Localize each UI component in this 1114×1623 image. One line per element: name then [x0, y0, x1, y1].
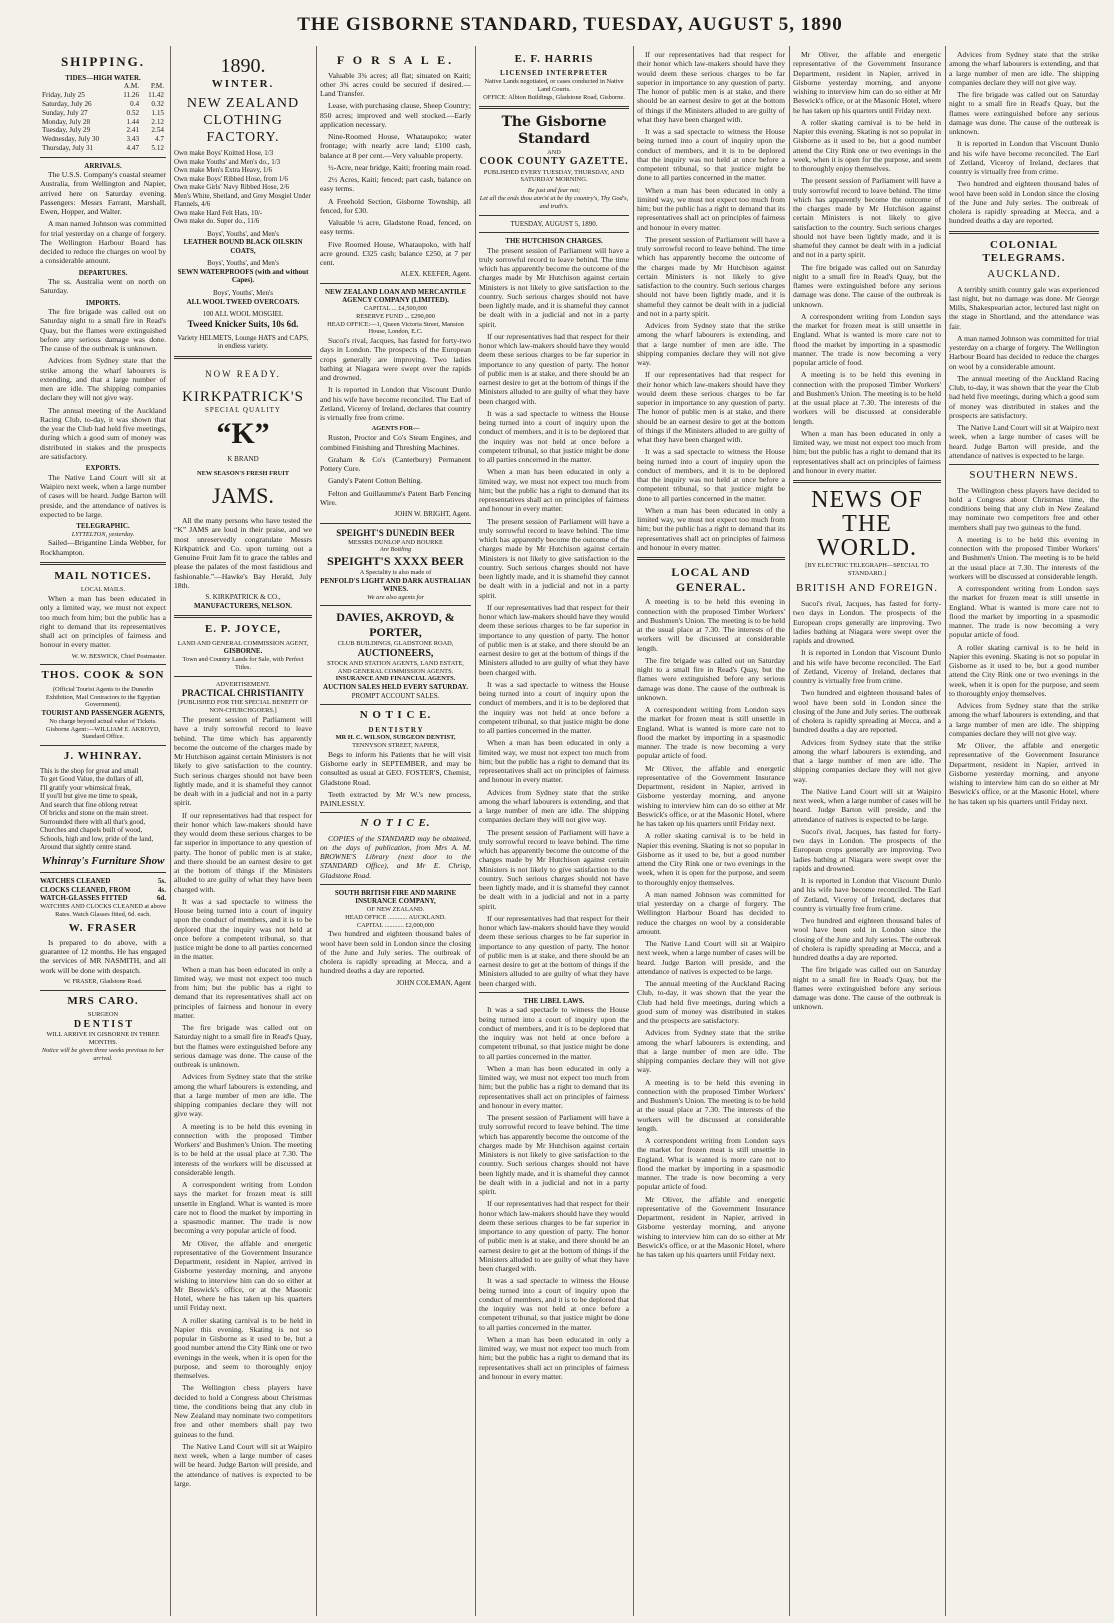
imports-title: IMPORTS.: [85, 298, 121, 307]
watch-label: WATCHES CLEANED: [40, 877, 111, 886]
column-shipping: [40, 50, 166, 1615]
tides-row: [40, 100, 166, 109]
ready-title: NOW READY.: [205, 368, 281, 379]
filler-paragraph: Sucoi's rival, Jacques, has fasted for forty-two days in London. The prospects of the European crops generally are improving. Two ladies bathing at Niagara were swept over the rapids and drowned.: [793, 599, 941, 646]
filler-paragraph: When a man has been educated in only a limited way, we must not expect too much from him; but the public has a right to demand that its representatives shall act on principles of fairness and honour in every matter.: [479, 738, 629, 785]
practical-adv: ADVERTISEMENT.: [215, 680, 271, 688]
filler-paragraph: Two hundred and eighteen thousand bales of wool have been sold in London since the closing of the June and July series. The outbreak of cholera is rapidly spreading at Mecca, and a hundred deaths a day are reported.: [793, 688, 941, 735]
caro-line: WILL ARRIVE IN GISBORNE IN THREE MONTHS.: [46, 1031, 160, 1046]
tides-title: TIDES—HIGH WATER.: [65, 73, 141, 82]
filler-paragraph: A meeting is to be held this evening in connection with the proposed Timber Workers' and Bushmen's Union. The meeting is to be held at the usual place at 7.30. The interests of the workers will be discussed at considerable length.: [637, 597, 785, 653]
practical-title: PRACTICAL CHRISTIANITY: [181, 688, 305, 699]
poem-line: Around that sightly centre stand.: [40, 843, 132, 852]
filler-paragraph: A correspondent writing from London says the market for frozen meat is still unsettle in England. What is wanted is more care not to flood the market by importing in a spasmodic manner. The trade is now becoming a very popular article of food.: [949, 584, 1099, 640]
joyce-title: E. P. JOYCE,: [204, 623, 282, 636]
factory-item: Tweed Knicker Suits, 10s 6d.: [187, 318, 299, 329]
watch-price: 4s.: [158, 885, 166, 894]
factory-item: 100 ALL WOOL MOSGIEL: [202, 310, 284, 319]
tides-am: 3.43: [126, 135, 140, 144]
davies-auct: AUCTIONEERS,: [357, 647, 434, 659]
filler-paragraph: Sucoi's rival, Jacques, has fasted for forty-two days in London. The prospects of the European crops generally are improving. Two ladies bathing at Niagara were swept over the rapids and drowned.: [793, 826, 941, 873]
filler-paragraph: When a man has been educated in only a limited way, we must not expect too much from him; but the public has a right to demand that its representatives shall act on principles of fairness and honour in every matter.: [174, 964, 312, 1020]
forsale-item: Nine-Roomed House, Whataupoko; water frontage; with nearly acre land; £100 cash, balance at 8 per cent.—Very valuable property.: [320, 132, 471, 160]
filler-paragraph: Advices from Sydney state that the strike among the wharf labourers is extending, and that a large number of men are idle. The shipping companies declare they will not give way.: [637, 1028, 785, 1075]
filler-paragraph: Advices from Sydney state that the strike among the wharf labourers is extending, and that a large number of men are idle. The shipping companies declare they will not give way.: [949, 50, 1099, 87]
tides-row: [40, 144, 166, 153]
speight-note: A Speciality is also made of: [359, 568, 432, 576]
tides-am: 11.26: [123, 91, 140, 100]
filler-paragraph: It is reported in London that Viscount Dunlo and his wife have become reconciled. The Earl of Zetland, Viceroy of Ireland, declares that country is virtually free from crime.: [949, 139, 1099, 176]
agents-item: Gandy's Patent Cotton Belting.: [328, 476, 423, 486]
sb-title: SOUTH BRITISH FIRE AND MARINE INSURANCE COMPANY,: [334, 888, 457, 906]
filler-paragraph: The Native Land Court will sit at Waipiro next week, when a large number of cases will be heard. Judge Barton will preside, and the attendance of natives is expected to be large.: [637, 939, 785, 976]
forsale-item: Lease, with purchasing clause, Sheep Country; 850 acres; improved and well stocked.—Early application necessary.: [320, 101, 471, 129]
factory-title: NEW ZEALAND CLOTHING FACTORY.: [186, 95, 300, 145]
poem-line: This is the shop for great and small: [40, 766, 139, 775]
filler-paragraph: A meeting is to be held this evening in connection with the proposed Timber Workers' and Bushmen's Union. The meeting is to be held at the usual place at 7.30. The interests of the workers will be discussed at considerable length.: [174, 1121, 312, 1177]
filler-paragraph: It was a sad spectacle to witness the House being turned into a court of inquiry upon the conduct of members, and it is to be deplored that the inquiry was not held at once before a competent tribunal, so that justice might be done to all parties concerned in the matter.: [479, 408, 629, 465]
filler-paragraph: The Native Land Court will sit at Waipiro next week, when a large number of cases will be heard. Judge Barton will preside, and the attendance of natives is expected to be large.: [793, 786, 941, 824]
watches-note: WATCHES AND CLOCKS CLEANED at above Rates. Watch Glasses fitted, 6d. each.: [40, 902, 166, 918]
auckland-title: AUCKLAND.: [987, 268, 1061, 281]
sb-sign: JOHN COLEMAN, Agent: [396, 978, 471, 987]
harris-title: E. F. HARRIS: [514, 53, 594, 65]
tides-row: [40, 126, 166, 135]
year-title: 1890.: [220, 55, 266, 77]
tides-day: Thursday, July 31: [42, 143, 94, 152]
filler-paragraph: It is reported in London that Viscount Dunlo and his wife have become reconciled. The Earl of Zetland, Viceroy of Ireland, declares that country is virtually free from crime.: [793, 648, 941, 686]
tides-day: Tuesday, July 29: [42, 126, 91, 135]
factory-item: Boys', Youths', Men's: [213, 289, 273, 297]
agents-item: Ruston, Proctor and Co's Steam Engines, and combined Finishing and Threshing Machines.: [320, 433, 471, 452]
factory-item: Own make Hard Felt Hats, 10/-: [174, 208, 263, 217]
filler-paragraph: A roller skating carnival is to be held in Napier this evening. Skating is not so popular in Gisborne as it used to be, but a good number attend the City Rink one or two evenings in the week, when it is open for the purpose, and seem to thoroughly enjoy themselves.: [174, 1315, 312, 1381]
mail-title: MAIL NOTICES.: [54, 569, 152, 582]
tides-row: [40, 91, 166, 100]
forsale-title: F O R S A L E.: [336, 53, 455, 67]
filler-paragraph: A meeting is to be held this evening in connection with the proposed Timber Workers' and Bushmen's Union. The meeting is to be held at the usual place at 7.30. The interests of the workers will be discussed at considerable length.: [949, 534, 1099, 581]
tides-day: Saturday, July 26: [42, 99, 92, 108]
paper-title: The Gisborne Standard: [501, 114, 607, 148]
factory-item: Boys', Youths', and Men's: [207, 259, 279, 268]
factory-item: Own make Girls' Navy Ribbed Hose, 2/6: [174, 183, 289, 192]
filler-paragraph: The fire brigade was called out on Saturday night to a small fire in Read's Quay, but the flames were extinguished before any serious damage was done. The cause of the outbreak is unknown.: [949, 90, 1099, 136]
telegraphic-body: Sailed—Brigantine Linda Webber, for Rockhampton.: [40, 538, 166, 557]
davies-ins: INSURANCE AND FINANCIAL AGENTS.: [335, 675, 456, 683]
tides-pm: 2.54: [151, 126, 164, 135]
filler-paragraph: The Native Land Court will sit at Waipiro next week, when a large number of cases will be heard. Judge Barton will preside, and the attendance of natives is expected to be large.: [40, 472, 166, 519]
colonial-title: COLONIAL TELEGRAMS.: [982, 238, 1066, 264]
fraser-sign: W. FRASER, Gladstone Road.: [63, 977, 143, 985]
tides-pm: 1.15: [151, 108, 164, 117]
cook-agent: Gisborne Agent:—WILLIAM E. AKROYD, Standard Office.: [45, 725, 161, 741]
filler-paragraph: Mr Oliver, the affable and energetic representative of the Government Insurance Department, resident in Napier, arrived in Gisborne yesterday morning, and anyone wishing to interview him can do so either at Mr Beswick's office, or at the Masonic Hotel, where he has taken up his quarters until Friday next.: [949, 741, 1099, 806]
factory-item: ALL WOOL TWEED OVERCOATS.: [186, 297, 300, 306]
filler-paragraph: The annual meeting of the Auckland Racing Club, to-day, it was shown that the year the Club had held five meetings, during which a good sum of money was distributed in stakes and the prospects are satisfactory.: [949, 373, 1099, 420]
paper-date: TUESDAY, AUGUST 5, 1890.: [510, 219, 598, 228]
tides-day: Monday, July 28: [42, 117, 91, 126]
paper-motto-1: Be just and fear not;: [527, 187, 581, 195]
news-title: NEWS OF THE WORLD.: [811, 487, 923, 561]
poem-line: Churches and chapels built of wood,: [40, 826, 143, 835]
filler-paragraph: Advices from Sydney state that the strike among the wharf labourers is extending, and that a large number of men are idle. The shipping companies declare they will not give way.: [174, 1072, 312, 1119]
speight-xxxx: SPEIGHT'S XXXX BEER: [327, 554, 464, 569]
nzloan-head: HEAD OFFICE:—1, Queen Victoria Street, Mansion House, London, E.C.: [327, 320, 464, 336]
fraser-body: Is prepared to do above, with a guarantee of 12 months. He has engaged the services of MR NASMITH, and all work will be done with despatch.: [40, 937, 166, 975]
arrivals-text: The U.S.S. Company's coastal steamer Australia, from Wellington and Napier, arrived here on Saturday evening. Passengers: Messrs Farrant, Marshall, Ewen, Hopper, and Walter.: [40, 170, 166, 217]
column-rule: [170, 46, 171, 1616]
column-rule: [945, 46, 946, 1616]
filler-paragraph: The present session of Parliament will have a truly sorrowful record to leave behind. The time which has apparently become the outcome of the charges made by Mr Hutchison against certain Ministers is not likely to give satisfaction to the country. Such serious charges should not have been lightly made, and it is shameful they cannot be dealt with in a judicial and not in a party spirit.: [479, 1113, 629, 1197]
tides-row: [40, 118, 166, 127]
filler-paragraph: If our representatives had that respect for their honor which law-makers should have they would deem these serious charges to be far superior in importance to any question of party. The honor of public men is at stake, and there should be an earnest desire to get at the bottom of things if the Ministers alluded to are guilty of what they have been charged with.: [479, 331, 629, 406]
departures-title: DEPARTURES.: [78, 268, 128, 277]
joyce-place: GISBORNE.: [223, 647, 263, 656]
harris-sub: LICENSED INTERPRETER: [499, 69, 609, 78]
kirk-sign: S. KIRKPATRICK & CO.,: [205, 593, 281, 602]
forsale-item: Valuable ¼ acre, Gladstone Road, fenced, on easy terms.: [320, 218, 471, 237]
factory-item: Own make Youths' and Men's do., 1/3: [174, 157, 281, 166]
column-rule: [316, 46, 317, 1616]
filler-paragraph: If our representatives had that respect for their honor which law-makers should have they would deem these serious charges to be far superior in importance to any question of party. The honor of public men is at stake, and there should be an earnest desire to get at the bottom of things if the Ministers alluded to are guilty of what they have been charged with.: [479, 913, 629, 988]
agents-item: Graham & Co's (Canterbury) Permanent Pottery Cure.: [320, 454, 471, 474]
tides-pm: 2.12: [151, 117, 164, 126]
watch-label: WATCH-GLASSES FITTED: [40, 894, 128, 903]
agents-for-2: We are also agents for: [366, 593, 425, 601]
tides-header: [40, 82, 166, 91]
filler-paragraph: It is reported in London that Viscount Dunlo and his wife have become reconciled. The Earl of Zetland, Viceroy of Ireland, declares that country is virtually free from crime.: [793, 876, 941, 913]
speight-bottling: Are Bottling: [379, 546, 412, 554]
factory-item: Boys', Youths', and Men's: [207, 229, 279, 238]
harris-body: Native Lands negotiated, or cases conducted in Native Land Courts.: [484, 77, 624, 93]
tides-header-cell: A.M.: [123, 82, 140, 91]
filler-paragraph: It was a sad spectacle to witness the House being turned into a court of inquiry upon the conduct of members, and it is to be deplored that the inquiry was not held at once before a competent tribunal, so that justice might be done to all parties concerned in the matter.: [479, 1276, 629, 1332]
column-colonial: [949, 50, 1099, 1615]
filler-paragraph: The Wellington chess players have decided to hold a Congress about Christmas time, the conditions being that any club in New Zealand may nominate two competitors free and other members shall pay two guineas to the fund.: [174, 1383, 312, 1439]
tides-am: 0.4: [130, 99, 140, 108]
tides-header-cell: [40, 82, 116, 91]
caro-dentist: D E N T I S T: [73, 1018, 133, 1030]
filler-paragraph: The present session of Parliament will have a truly sorrowful record to leave behind. The time which has apparently become the outcome of the charges made by Mr Hutchison against certain Ministers is not likely to give satisfaction to the country. Such serious charges should not have been lightly made, and it is shameful they cannot be dealt with in a judicial and not in a party spirit.: [479, 827, 629, 911]
filler-paragraph: The present session of Parliament will have a truly sorrowful record to leave behind. The time which has apparently become the outcome of the charges made by Mr Hutchison against certain Ministers is not likely to give satisfaction to the country. Such serious charges should not have been lightly made, and it is shameful they cannot be dealt with in a judicial and not in a party spirit.: [793, 176, 941, 260]
filler-paragraph: Sucoi's rival, Jacques, has fasted for forty-two days in London. The prospects of the European crops generally are improving. Two ladies bathing at Niagara were swept over the rapids and drowned.: [320, 336, 471, 383]
masthead: THE GISBORNE STANDARD, TUESDAY, AUGUST 5, 1890: [297, 14, 843, 35]
filler-paragraph: The present session of Parliament will have a truly sorrowful record to leave behind. The time which has apparently become the outcome of the charges made by Mr Hutchison against certain Ministers is not likely to give satisfaction to the country. Such serious charges should not have been lightly made, and it is shameful they cannot be dealt with in a judicial and not in a party spirit.: [174, 715, 312, 808]
dentistry-title: D E N T I S T R Y: [368, 725, 423, 734]
column-sales: [320, 50, 471, 1615]
davies-sales: AUCTION SALES HELD EVERY SATURDAY.: [323, 683, 468, 692]
filler-paragraph: A correspondent writing from London says the market for frozen meat is still unsettle in England. What is wanted is more care not to flood the market by importing in a spasmodic manner. The trade is now becoming a very popular article of food.: [174, 1180, 312, 1236]
forsale-item: ½-Acre, near bridge, Kaiti; fronting main road.: [328, 162, 471, 172]
factory-item: Own make Boys' Ribbed Hose, from 1/6: [174, 174, 288, 183]
filler-paragraph: When a man has been educated in only a limited way, we must not expect too much from him; but the public has a right to demand that its representatives shall act on principles of fairness and honour in every matter.: [637, 505, 785, 552]
filler-paragraph: Mr Oliver, the affable and energetic representative of the Government Insurance Department, resident in Napier, arrived in Gisborne yesterday morning, and anyone wishing to interview him can do so either at Mr Beswick's office, or at the Masonic Hotel, where he has taken up his quarters until Friday next.: [637, 763, 785, 828]
sb-head: HEAD OFFICE ............ AUCKLAND.: [345, 913, 446, 921]
wilson-body: Begs to inform his Patients that he will visit Gisborne early in SEPTEMBER, and may be consulted as usual at GEO. FOSTER'S, Chemist, Gladstone Road.: [320, 749, 471, 787]
watch-price: 6d.: [156, 894, 166, 903]
kirk-brand: K BRAND: [227, 455, 259, 464]
filler-paragraph: Two hundred and eighteen thousand bales of wool have been sold in London since the closing of the June and July series. The outbreak of cholera is rapidly spreading at Mecca, and a hundred deaths a day are reported.: [793, 916, 941, 963]
fraser-title: W. FRASER: [68, 921, 138, 934]
factory-item: SEWN WATERPROOFS (with and without Capes).: [177, 267, 309, 285]
wilson-note: Teeth extracted by Mr W.'s new process, PAINLESSLY.: [320, 789, 471, 809]
filler-paragraph: When a man has been educated in only a limited way, we must not expect too much from him; but the public has a right to demand that its representatives shall act on principles of fairness and honour in every matter.: [479, 1334, 629, 1381]
column-rule: [633, 46, 634, 1616]
column-rule: [475, 46, 476, 1616]
tides-day: Sunday, July 27: [42, 108, 88, 117]
whinray-poem: [40, 767, 166, 852]
forsale-item: Five Roomed House, Whataupoko, with half acre ground. £325 cash; balance £250, at 7 per cent.: [320, 239, 471, 268]
filler-paragraph: If our representatives had that respect for their honor which law-makers should have they would deem these serious charges to be far superior in importance to any question of party. The honor of public men is at stake, and there should be an earnest desire to get at the bottom of things if the Ministers alluded to are guilty of what they have been charged with.: [637, 50, 785, 124]
poem-line: Schools, high and low, pride of the land,: [40, 834, 154, 843]
cook-note: No charge beyond actual value of Tickets.: [49, 717, 157, 725]
factory-items: [174, 149, 312, 351]
tides-am: 4.47: [126, 143, 140, 152]
tides-table: [40, 82, 166, 152]
telegraphic-place: LYTTELTON, yesterday.: [71, 530, 135, 538]
local-title: LOCAL AND GENERAL.: [671, 565, 751, 594]
tides-header-cell: P.M.: [150, 82, 164, 91]
arrivals-title: ARRIVALS.: [84, 161, 122, 170]
filler-paragraph: It is reported in London that Viscount Dunlo and his wife have become reconciled. The Earl of Zetland, Viceroy of Ireland, declares that country is virtually free from crime.: [320, 385, 471, 423]
filler-paragraph: It was a sad spectacle to witness the House being turned into a court of inquiry upon the conduct of members, and it is to be deplored that the inquiry was not held at once before a competent tribunal, so that justice might be done to all parties concerned in the matter.: [637, 127, 785, 183]
factory-item: Own make Boys' Knitted Hose, 1/3: [174, 149, 274, 158]
filler-paragraph: The fire brigade was called out on Saturday night to a small fire in Read's Quay, but the flames were extinguished before any serious damage was done. The cause of the outbreak is unknown.: [637, 655, 785, 702]
filler-paragraph: A correspondent writing from London says the market for frozen meat is still unsettle in England. What is wanted is more care not to flood the market by importing in a spasmodic manner. The trade is now becoming a very popular article of food.: [793, 311, 941, 367]
filler-paragraph: The present session of Parliament will have a truly sorrowful record to leave behind. The time which has apparently become the outcome of the charges made by Mr Hutchison against certain Ministers is not likely to give satisfaction to the country. Such serious charges should not have been lightly made, and it is shameful they cannot be dealt with in a judicial and not in a party spirit.: [479, 245, 629, 329]
poem-line: To get Good Value, the dollars of all,: [40, 775, 144, 784]
tides-am: 0.52: [126, 108, 140, 117]
davies-place: CLUB BUILDINGS, GLADSTONE ROAD,: [337, 639, 454, 647]
bright-sign: JOHN W. BRIGHT, Agent.: [394, 510, 471, 519]
filler-paragraph: If our representatives had that respect for their honor which law-makers should have they would deem these serious charges to be far superior in importance to any question of party. The honor of public men is at stake, and there should be an earnest desire to get at the bottom of things if the Ministers alluded to are guilty of what they have been charged with.: [479, 602, 629, 677]
mail-sign: W. W. BESWICK, Chief Postmaster.: [71, 652, 166, 660]
davies-prompt: PROMPT ACCOUNT SALES.: [351, 691, 440, 700]
filler-paragraph: Two hundred and eighteen thousand bales of wool have been sold in London since the closing of the June and July series. The outbreak of cholera is rapidly spreading at Mecca, and a hundred deaths a day are reported.: [320, 929, 471, 976]
tides-row: [40, 109, 166, 118]
libel-title: THE LIBEL LAWS.: [523, 996, 585, 1005]
filler-paragraph: Mr Oliver, the affable and energetic representative of the Government Insurance Department, resident in Napier, arrived in Gisborne yesterday morning, and anyone wishing to interview him can do so either at Mr Beswick's office, or at the Masonic Hotel, where he has taken up his quarters until Friday next.: [793, 50, 941, 115]
poem-line: Surrounded there with all that's good,: [40, 817, 146, 826]
filler-paragraph: Advices from Sydney state that the strike among the wharf labourers is extending, and that a large number of men are idle. The shipping companies declare they will not give way.: [949, 701, 1099, 738]
filler-paragraph: When a man has been educated in only a limited way, we must not expect too much from him; but the public has a right to demand that its representatives shall act on principles of fairness and honour in every matter.: [40, 594, 166, 650]
tides-pm: 0.32: [151, 99, 164, 108]
practical-sub: [PUBLISHED FOR THE SPECIAL BENEFIT OF NON-CHURCHGOERS.]: [177, 699, 308, 715]
filler-paragraph: The present session of Parliament will have a truly sorrowful record to leave behind. The time which has apparently become the outcome of the charges made by Mr Hutchison against certain Ministers is not likely to give satisfaction to the country. Such serious charges should not have been lightly made, and it is shameful they cannot be dealt with in a judicial and not in a party spirit.: [637, 234, 785, 318]
filler-paragraph: If our representatives had that respect for their honor which law-makers should have they would deem these serious charges to be far superior in importance to any question of party. The honor of public men is at stake, and there should be an earnest desire to get at the bottom of things if the Ministers alluded to are guilty of what they have been charged with.: [174, 810, 312, 894]
kirk-place: MANUFACTURERS, NELSON.: [193, 601, 293, 610]
factory-item: Variety HELMETS, Lounge HATS and CAPS, in endless variety.: [177, 333, 309, 351]
filler-paragraph: The Native Land Court will sit at Waipiro next week, when a large number of cases will be heard. Judge Barton will preside, and the attendance of natives is expected to be large.: [174, 1441, 312, 1488]
wilson-place: TENNYSON STREET, NAPIER,: [352, 741, 439, 749]
watch-label: CLOCKS CLEANED, FROM: [40, 885, 131, 894]
mail-sub: LOCAL MAILS.: [80, 586, 126, 594]
column-rule: [789, 46, 790, 1616]
poem-line: I'll gratify your whimsical freak,: [40, 783, 131, 792]
whinray-title: J. WHINRAY.: [63, 750, 143, 763]
sb-place: OF NEW ZEALAND.: [366, 906, 425, 913]
factory-item: Own make Men's Extra Heavy, 1/6: [174, 166, 273, 175]
kirk-jams: JAMS.: [212, 483, 274, 509]
shipping-title: SHIPPING.: [60, 54, 146, 69]
caro-title: MRS CARO.: [67, 994, 139, 1007]
watches-list: [40, 877, 166, 903]
tides-day: Friday, July 25: [42, 91, 85, 100]
paper-and: AND: [547, 148, 561, 156]
filler-paragraph: When a man has been educated in only a limited way, we must not expect too much from him; but the public has a right to demand that its representatives shall act on principles of fairness and honour in every matter.: [479, 1063, 629, 1110]
filler-paragraph: A terribly smith country gale was experienced last night, but no damage was done. Mr George Mills, Shakespearian actor, lectured last night on the stage in Shortland, and the attendance was fair.: [949, 284, 1099, 331]
cook-title: THOS. COOK & SON: [41, 669, 165, 682]
filler-paragraph: Mr Oliver, the affable and energetic representative of the Government Insurance Department, resident in Napier, arrived in Gisborne yesterday morning, and anyone wishing to interview him can do so either at Mr Beswick's office, or at the Masonic Hotel, where he has taken up his quarters until Friday next.: [174, 1238, 312, 1313]
filler-paragraph: If our representatives had that respect for their honor which law-makers should have they would deem these serious charges to be far superior in importance to any question of party. The honor of public men is at stake, and there should be an earnest desire to get at the bottom of things if the Ministers alluded to are guilty of what they have been charged with.: [479, 1199, 629, 1274]
speight-makers: MESSRS DUNLOP AND BOURKE: [348, 538, 443, 546]
filler-paragraph: The fire brigade was called out on Saturday night to a small fire in Read's Quay, but the flames were extinguished before any serious damage was done. The cause of the outbreak is unknown.: [40, 307, 166, 354]
caro-sub: SURGEON: [87, 1011, 119, 1019]
tides-pm: 5.12: [151, 143, 164, 152]
tides-pm: 11.42: [148, 91, 164, 100]
filler-paragraph: A man named Johnson was committed for trial yesterday on a charge of forgery. The Wellington Harbour Board has decided to reduce the charges on wool by a considerable amount.: [637, 889, 785, 936]
tides-day: Wednesday, July 30: [42, 135, 100, 144]
paper-motto-2: Let all the ends thou aim'st at be thy country's, Thy God's, and truth's.: [479, 194, 629, 210]
wilson-title: MR H. C. WILSON, SURGEON DENTIST,: [335, 734, 456, 742]
factory-item: LEATHER BOUND BLACK OILSKIN COATS,: [183, 238, 303, 255]
filler-paragraph: A meeting is to be held this evening in connection with the proposed Timber Workers' and Bushmen's Union. The meeting is to be held at the usual place at 7.30. The interests of the workers will be discussed at considerable length.: [637, 1077, 785, 1133]
sb-capital: CAPITAL ............ £2,000,000: [356, 921, 435, 929]
davies-title: DAVIES, AKROYD, & PORTER,: [336, 610, 455, 640]
filler-paragraph: A roller skating carnival is to be held in Napier this evening. Skating is not so popular in Gisborne as it used to be, but a good number attend the City Rink one or two evenings in the week, when it is open for the purpose, and seem to thoroughly enjoy themselves.: [949, 642, 1099, 698]
southern-title: SOUTHERN NEWS.: [969, 469, 1079, 482]
speight-title: SPEIGHT'S DUNEDIN BEER: [336, 527, 455, 538]
poem-line: Of bricks and stone on the main street.: [40, 809, 149, 818]
filler-paragraph: Advices from Sydney state that the strike among the wharf labourers is extending, and that a large number of men are idle. The shipping companies declare they will not give way.: [793, 737, 941, 784]
cook-sub: (Official Tourist Agents to the Dunedin Exhibition, Mail Contractors to the Egyptian Government).: [45, 685, 161, 709]
joyce-note: Town and Country Lands for Sale, with Perfect Titles.: [182, 656, 304, 671]
forsale-item: A Freehold Section, Gisborne Township, all fenced, for £30.: [320, 196, 471, 215]
watch-price: 5s.: [158, 877, 166, 886]
penfold: PENFOLD'S LIGHT AND DARK AUSTRALIAN WINES.: [320, 576, 471, 594]
watch-row: [40, 894, 166, 903]
departures-text: The ss. Australia went on north on Saturday.: [40, 277, 166, 296]
notice-title: N O T I C E.: [359, 709, 432, 722]
tides-am: 1.44: [126, 117, 140, 126]
cook-line: TOURIST AND PASSENGER AGENTS,: [41, 709, 165, 718]
filler-paragraph: The fire brigade was called out on Saturday night to a small fire in Read's Quay, but the flames were extinguished before any serious damage was done. The cause of the outbreak is unknown.: [793, 262, 941, 309]
bf-title: BRITISH AND FOREIGN.: [796, 581, 938, 594]
forsale-sign: ALEX. KEEFER, Agent.: [400, 270, 471, 279]
whinray-shop: Whinray's Furniture Show: [41, 854, 165, 867]
filler-paragraph: It was a sad spectacle to witness the House being turned into a court of inquiry upon the conduct of members, and it is to be deplored that the inquiry was not held at once before a competent tribunal, so that justice might be done to all parties concerned in the matter.: [174, 896, 312, 962]
tides-am: 2.41: [126, 126, 140, 135]
kirk-title: KIRKPATRICK'S: [182, 388, 304, 405]
column-clothing: [174, 50, 312, 1615]
filler-paragraph: The present session of Parliament will have a truly sorrowful record to leave behind. The time which has apparently become the outcome of the charges made by Mr Hutchison against certain Ministers is not likely to give satisfaction to the country. Such serious charges should not have been lightly made, and it is shameful they cannot be dealt with in a judicial and not in a party spirit.: [479, 516, 629, 600]
filler-paragraph: A meeting is to be held this evening in connection with the proposed Timber Workers' and Bushmen's Union. The meeting is to be held at the usual place at 7.30. The interests of the workers will be discussed at considerable length.: [793, 370, 941, 426]
kirk-new: NEW SEASON'S FRESH FRUIT: [196, 469, 290, 477]
poem-line: If you'll but give me time to speak,: [40, 792, 138, 801]
filler-paragraph: Mr Oliver, the affable and energetic representative of the Government Insurance Department, resident in Napier, arrived in Gisborne yesterday morning, and anyone wishing to interview him can do so either at Mr Beswick's office, or at the Masonic Hotel, where he has taken up his quarters until Friday next.: [637, 1194, 785, 1259]
forsale-item: 2½ Acres, Kaiti; fenced; part cash, balance on easy terms.: [320, 175, 471, 194]
nzloan-capital: CAPITAL ... £4,500,000: [364, 304, 427, 312]
editorial-title: THE HUTCHISON CHARGES.: [505, 237, 603, 246]
filler-paragraph: The fire brigade was called out on Saturday night to a small fire in Read's Quay, but the flames were extinguished before any serious damage was done. The cause of the outbreak is unknown.: [174, 1023, 312, 1070]
filler-paragraph: The annual meeting of the Auckland Racing Club, to-day, it was shown that the year the Club had held five meetings, during which a good sum of money was distributed in stakes and the prospects are satisfactory.: [637, 979, 785, 1025]
column-editorial: [479, 50, 629, 1615]
filler-paragraph: It was a sad spectacle to witness the House being turned into a court of inquiry upon the conduct of members, and it is to be deplored that the inquiry was not held at once before a competent tribunal, so that justice might be done to all parties concerned in the matter.: [637, 447, 785, 503]
joyce-body: LAND AND GENERAL COMMISSION AGENT,: [177, 639, 309, 647]
filler-paragraph: The Wellington chess players have decided to hold a Congress about Christmas time, the conditions being that any club in New Zealand may nominate two competitors free and other members shall pay two guineas to the fund.: [949, 485, 1099, 532]
agents-for: AGENTS FOR—: [371, 425, 420, 433]
agents-item: Felton and Guillaumme's Patent Barb Fencing Wire.: [320, 488, 471, 507]
watch-row: [40, 877, 166, 886]
telegraphic-title: TELEGRAPHIC.: [76, 522, 130, 531]
filler-paragraph: The Native Land Court will sit at Waipiro next week, when a large number of cases will be heard. Judge Barton will preside, and the attendance of natives is expected to be large.: [949, 423, 1099, 460]
notice2-body: COPIES of the STANDARD may be obtained, on the days of publication, from Mrs A. M. BROWNE'S Library (next door to the STANDARD Office), and Mr E. Chrisp, Gladstone Road.: [320, 833, 471, 880]
filler-paragraph: A roller skating carnival is to be held in Napier this evening. Skating is not so popular in Gisborne as it used to be, but a good number attend the City Rink one or two evenings in the week, when it is open for the purpose, and seem to thoroughly enjoy themselves.: [637, 831, 785, 887]
exports-title: EXPORTS.: [85, 464, 121, 473]
nzloan-reserve: RESERVE FUND ... £290,000: [356, 312, 435, 320]
davies-sub: STOCK AND STATION AGENTS, LAND ESTATE, AND GENERAL COMMISSION AGENTS.: [327, 659, 464, 675]
column-news: [793, 50, 941, 1615]
caro-note: Notice will be given three weeks previous to her arrival.: [41, 1046, 165, 1062]
filler-paragraph: It was a sad spectacle to witness the House being turned into a court of inquiry upon the conduct of members, and it is to be deplored that the inquiry was not held at once before a competent tribunal, so that justice might be done to all parties concerned in the matter.: [479, 679, 629, 736]
tides-pm: 4.7: [155, 135, 164, 144]
filler-paragraph: A man named Johnson was committed for trial yesterday on a charge of forgery. The Wellington Harbour Board has decided to reduce the charges on wool by a considerable amount.: [949, 333, 1099, 371]
tides-row: [40, 135, 166, 144]
filler-paragraph: A correspondent writing from London says the market for frozen meat is still unsettle in England. What is wanted is more care not to flood the market by importing in a spasmodic manner. The trade is now becoming a very popular article of food.: [637, 1136, 785, 1192]
poem-line: And search that fine oblong retreat: [40, 800, 138, 809]
filler-paragraph: Advices from Sydney state that the strike among the wharf labourers is extending, and that a large number of men are idle. The shipping companies declare they will not give way.: [637, 321, 785, 367]
filler-paragraph: The annual meeting of the Auckland Racing Club, to-day, it was shown that the year the Club had held five meetings, during which a good sum of money was distributed in stakes and the prospects are satisfactory.: [40, 405, 166, 461]
forsale-item: Valuable 3¾ acres; all flat; situated on Kaiti; other 3¾ acres could be secured if desired.—Land Transfer.: [320, 70, 471, 99]
filler-paragraph: A man named Johnson was committed for trial yesterday on a charge of forgery. The Wellington Harbour Board has decided to reduce the charges on wool by a considerable amount.: [40, 219, 166, 266]
watch-row: [40, 886, 166, 895]
news-sub: [BY ELECTRIC TELEGRAPH—SPECIAL TO STANDARD.]: [805, 562, 929, 577]
paper-sub: COOK COUNTY GAZETTE.: [479, 156, 629, 168]
kirk-k: “K”: [216, 417, 270, 451]
filler-paragraph: A roller skating carnival is to be held in Napier this evening. Skating is not so popular in Gisborne as it used to be, but a good number attend the City Rink one or two evenings in the week, when it is open for the purpose, and seem to thoroughly enjoy themselves.: [793, 117, 941, 173]
filler-paragraph: If our representatives had that respect for their honor which law-makers should have they would deem these serious charges to be far superior in importance to any question of party. The honor of public men is at stake, and there should be an earnest desire to get at the bottom of things if the Ministers alluded to are guilty of what they have been charged with.: [637, 370, 785, 444]
winter-title: WINTER.: [211, 78, 275, 91]
harris-office: OFFICE: Albion Buildings, Gladstone Road, Gisborne.: [483, 93, 625, 101]
filler-paragraph: Advices from Sydney state that the strike among the wharf labourers is extending, and that a large number of men are idle. The shipping companies declare they will not give way.: [479, 787, 629, 825]
kirk-special: SPECIAL QUALITY: [205, 405, 281, 414]
factory-item: Men's White, Shetland, and Grey Mosgiel Under Flannels, 4/6: [174, 191, 311, 209]
column-local: [637, 50, 785, 1615]
factory-item: Own make do. Super do., 11/6: [174, 217, 260, 226]
kirk-quote: All the many persons who have tested the “K” JAMS are loud in their praise, and we most unreservedly congratulate Messrs Kirkpatrick and Co. upon turning out a Genuine Fruit Jam fit to grace the tables and please the palates of the most fastidious and fashionable.”—Hawke's Bay Herald, July 18th.: [174, 516, 312, 590]
filler-paragraph: When a man has been educated in only a limited way, we must not expect too much from him; but the public has a right to demand that its representatives shall act on principles of fairness and honour in every matter.: [637, 185, 785, 232]
filler-paragraph: It was a sad spectacle to witness the House being turned into a court of inquiry upon the conduct of members, and it is to be deplored that the inquiry was not held at once before a competent tribunal, so that justice might be done to all parties concerned in the matter.: [479, 1005, 629, 1061]
filler-paragraph: Advices from Sydney state that the strike among the wharf labourers is extending, and that a large number of men are idle. The shipping companies declare they will not give way.: [40, 356, 166, 403]
nzloan-title: NEW ZEALAND LOAN AND MERCANTILE AGENCY COMPANY (LIMITED).: [324, 287, 467, 305]
filler-paragraph: A correspondent writing from London says the market for frozen meat is still unsettle in England. What is wanted is more care not to flood the market by importing in a spasmodic manner. The trade is now becoming a very popular article of food.: [637, 705, 785, 761]
paper-pub: PUBLISHED EVERY TUESDAY, THURSDAY, AND SATURDAY MORNING.: [483, 168, 625, 184]
filler-paragraph: When a man has been educated in only a limited way, we must not expect too much from him; but the public has a right to demand that its representatives shall act on principles of fairness and honour in every matter.: [793, 428, 941, 475]
filler-paragraph: The fire brigade was called out on Saturday night to a small fire in Read's Quay, but the flames were extinguished before any serious damage was done. The cause of the outbreak is unknown.: [793, 965, 941, 1012]
notice2-title: N O T I C E.: [360, 817, 431, 830]
filler-paragraph: Two hundred and eighteen thousand bales of wool have been sold in London since the closing of the June and July series. The outbreak of cholera is rapidly spreading at Mecca, and a hundred deaths a day are reported.: [949, 179, 1099, 226]
filler-paragraph: When a man has been educated in only a limited way, we must not expect too much from him; but the public has a right to demand that its representatives shall act on principles of fairness and honour in every matter.: [479, 467, 629, 514]
